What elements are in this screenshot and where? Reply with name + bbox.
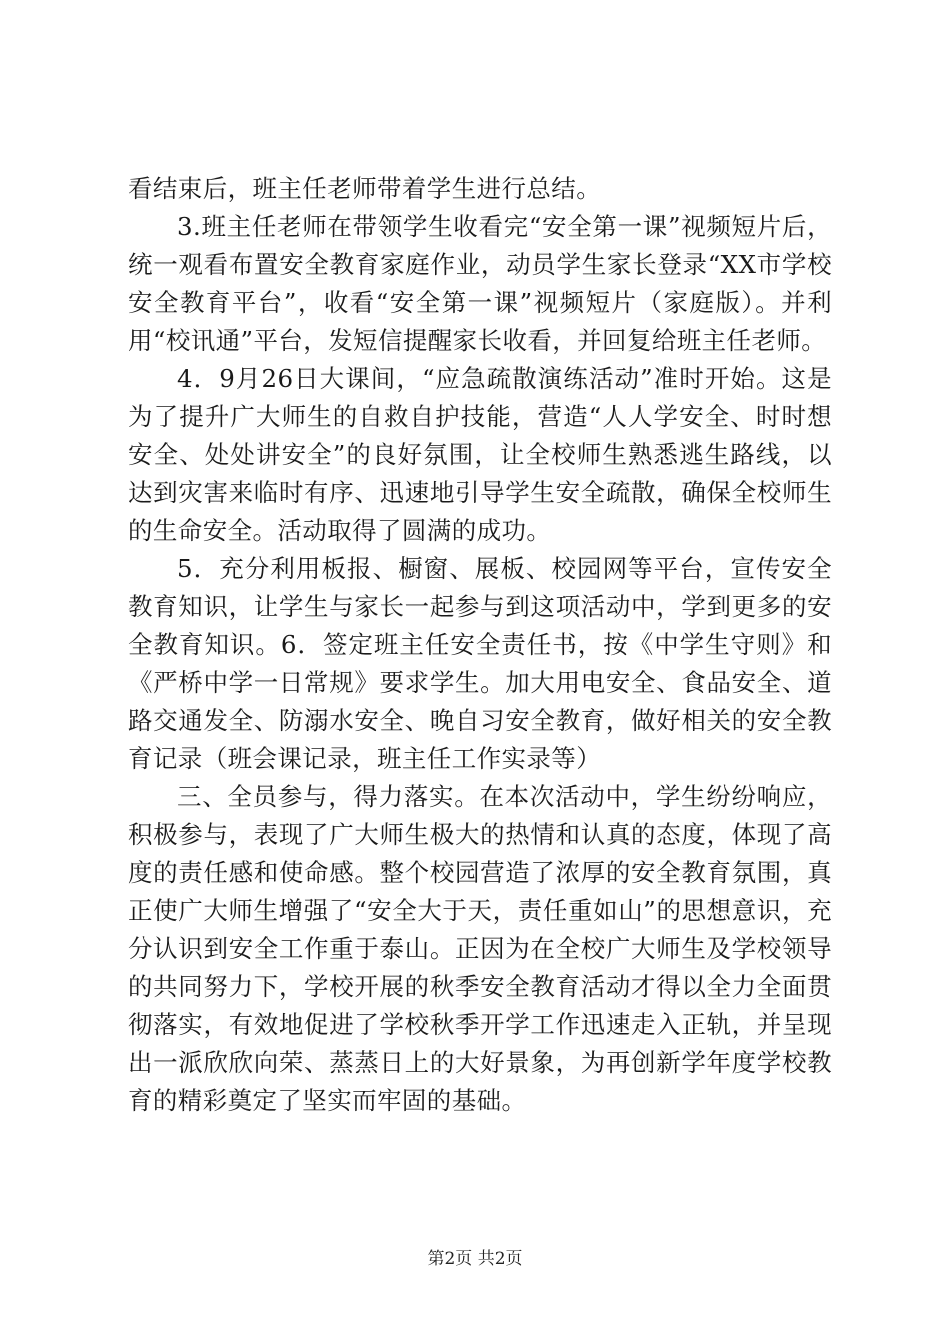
page-number-footer: 第2页 共2页 <box>427 1249 523 1269</box>
paragraph-section-3: 三、全员参与，得力落实。在本次活动中，学生纷纷响应，积极参与，表现了广大师生极大的热情和认真的态度，体现了高度的责任感和使命感。整个校园营造了浓厚的安全教育氛围，真正使广大师生增强了“安全大于天，责任重如山”的思想意识，充分认识到安全工作重于泰山。正因为在全校广大师生及学校领导的共同努力下，学校开展的秋季安全教育活动才得以全力全面贯彻落实，有效地促进了学校秋季开学工作迅速走入正轨，并呈现出一派欣欣向荣、蒸蒸日上的大好景象，为再创新学年度学校教育的精彩奠定了坚实而牢固的基础。 <box>128 782 832 1115</box>
paragraph-item-4: 4．9月26日大课间，“应急疏散演练活动”准时开始。这是为了提升广大师生的自救自护技能，营造“人人学安全、时时想安全、处处讲安全”的良好氛围，让全校师生熟悉逃生路线，以达到灾害来临时有序、迅速地引导学生安全疏散，确保全校师生的生命安全。活动取得了圆满的成功。 <box>128 364 832 545</box>
paragraph-continuation: 看结束后，班主任老师带着学生进行总结。 <box>128 174 602 203</box>
paragraph-item-5-6: 5．充分利用板报、橱窗、展板、校园网等平台，宣传安全教育知识，让学生与家长一起参与到这项活动中，学到更多的安全教育知识。6．签定班主任安全责任书，按《中学生守则》和《严桥中学一日常规》要求学生。加大用电安全、食品安全、道路交通发全、防溺水安全、晚自习安全教育，做好相关的安全教育记录（班会课记录，班主任工作实录等） <box>128 554 832 773</box>
document-body <box>128 170 832 1120</box>
paragraph-item-3: 3.班主任老师在带领学生收看完“安全第一课”视频短片后，统一观看布置安全教育家庭作业，动员学生家长登录“XX市学校安全教育平台”，收看“安全第一课”视频短片（家庭版）。并利用“校讯通”平台，发短信提醒家长收看，并回复给班主任老师。 <box>128 212 832 355</box>
